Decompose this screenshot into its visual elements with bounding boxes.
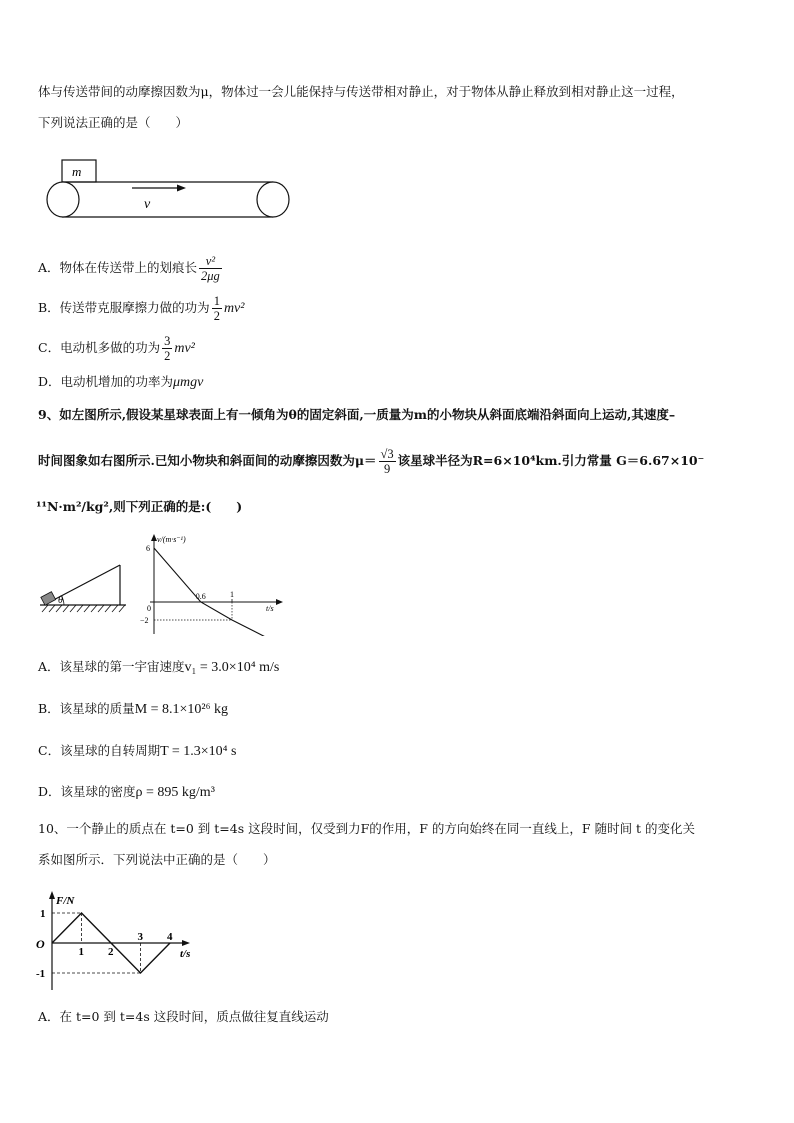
right-roller: [257, 182, 289, 217]
incline-figure: [38, 560, 130, 614]
x-axis-label: t/s: [180, 948, 191, 960]
x-tick-1: 1: [230, 590, 234, 599]
x-axis-arrow: [276, 599, 283, 605]
x-tick-0.6: 0.6: [195, 592, 206, 601]
origin-label: O: [36, 937, 45, 951]
velocity-label: v: [144, 197, 151, 212]
conveyor-belt-figure: [40, 156, 296, 224]
q10-option-a[interactable]: A．在 t=0 到 t=4s 这段时间，质点做往复直线运动: [38, 1009, 329, 1024]
x-tick-4: 4: [167, 931, 173, 943]
angle-theta: θ: [58, 595, 63, 606]
left-roller: [47, 182, 79, 217]
q8-stem-line2: 下列说法正确的是（ ）: [38, 115, 189, 130]
x-tick-1: 1: [78, 946, 84, 958]
q9-stem-line1: 9、如左图所示,假设某星球表面上有一倾角为θ的固定斜面,一质量为m的小物块从斜面底端沿斜面向上运动,其速度–: [38, 407, 676, 422]
q9-stem-line2: 时间图象如右图所示.已知小物块和斜面间的动摩擦因数为μ＝ $\frac{√3}{9}$ 该星球半径为R=6×10⁴km.引力常量 G＝6.67×10⁻: [38, 447, 705, 476]
x-axis-label: t/s: [266, 604, 274, 613]
velocity-arrowhead: [177, 185, 186, 192]
q9-option-a[interactable]: A．该星球的第一宇宙速度v₁ = 3.0×10⁴ m/s: [38, 659, 280, 675]
q8-option-b[interactable]: B．传送带克服摩擦力做的功为 $\frac{1}{2}$ mv²: [38, 294, 245, 323]
q9-option-c[interactable]: C．该星球的自转周期T = 1.3×10⁴ s: [38, 743, 237, 759]
q8-option-c[interactable]: C．电动机多做的功为 $\frac{3}{2}$ mv²: [38, 334, 195, 363]
small-block: [41, 592, 56, 606]
q9-stem-line3: ¹¹N·m²/kg²,则下列正确的是:( ): [36, 499, 243, 514]
y-tick-neg2: −2: [140, 616, 149, 625]
y-axis-label: F/N: [56, 895, 75, 907]
velocity-time-chart: [138, 532, 286, 636]
block-m-label: m: [72, 164, 82, 179]
x-tick-2: 2: [108, 946, 114, 958]
y-tick-6: 6: [146, 544, 150, 553]
q8-stem-line1: 体与传送带间的动摩擦因数为μ，物体过一会儿能保持与传送带相对静止，对于物体从静止释放到相对静止这一过程，: [38, 84, 684, 99]
q9-option-d[interactable]: D．该星球的密度ρ = 895 kg/m³: [38, 784, 215, 800]
q10-stem-line1: 10、一个静止的质点在 t=0 到 t=4s 这段时间，仅受到力F的作用，F 的方向始终在同一直线上，F 随时间 t 的变化关: [38, 821, 696, 836]
force-time-chart: [34, 890, 204, 992]
y-tick-neg1: -1: [36, 968, 46, 980]
x-tick-0: 0: [147, 604, 151, 613]
x-axis-arrow: [182, 940, 190, 946]
q8-option-d[interactable]: D．电动机增加的功率为μmgv: [38, 374, 204, 390]
q8-option-a[interactable]: A．物体在传送带上的划痕长 $\frac{\text{v²}}{2\mu g}$: [38, 254, 220, 283]
ground-hatching: [42, 605, 125, 612]
x-tick-3: 3: [137, 931, 143, 943]
velocity-series-line: [154, 548, 271, 636]
y-tick-1: 1: [40, 908, 46, 920]
q9-option-b[interactable]: B．该星球的质量M = 8.1×10²⁶ kg: [38, 701, 229, 717]
q10-stem-line2: 系如图所示．下列说法中正确的是（ ）: [38, 852, 276, 867]
y-axis-arrow: [49, 891, 55, 899]
y-axis-label: v/(m·s⁻¹): [157, 535, 186, 544]
